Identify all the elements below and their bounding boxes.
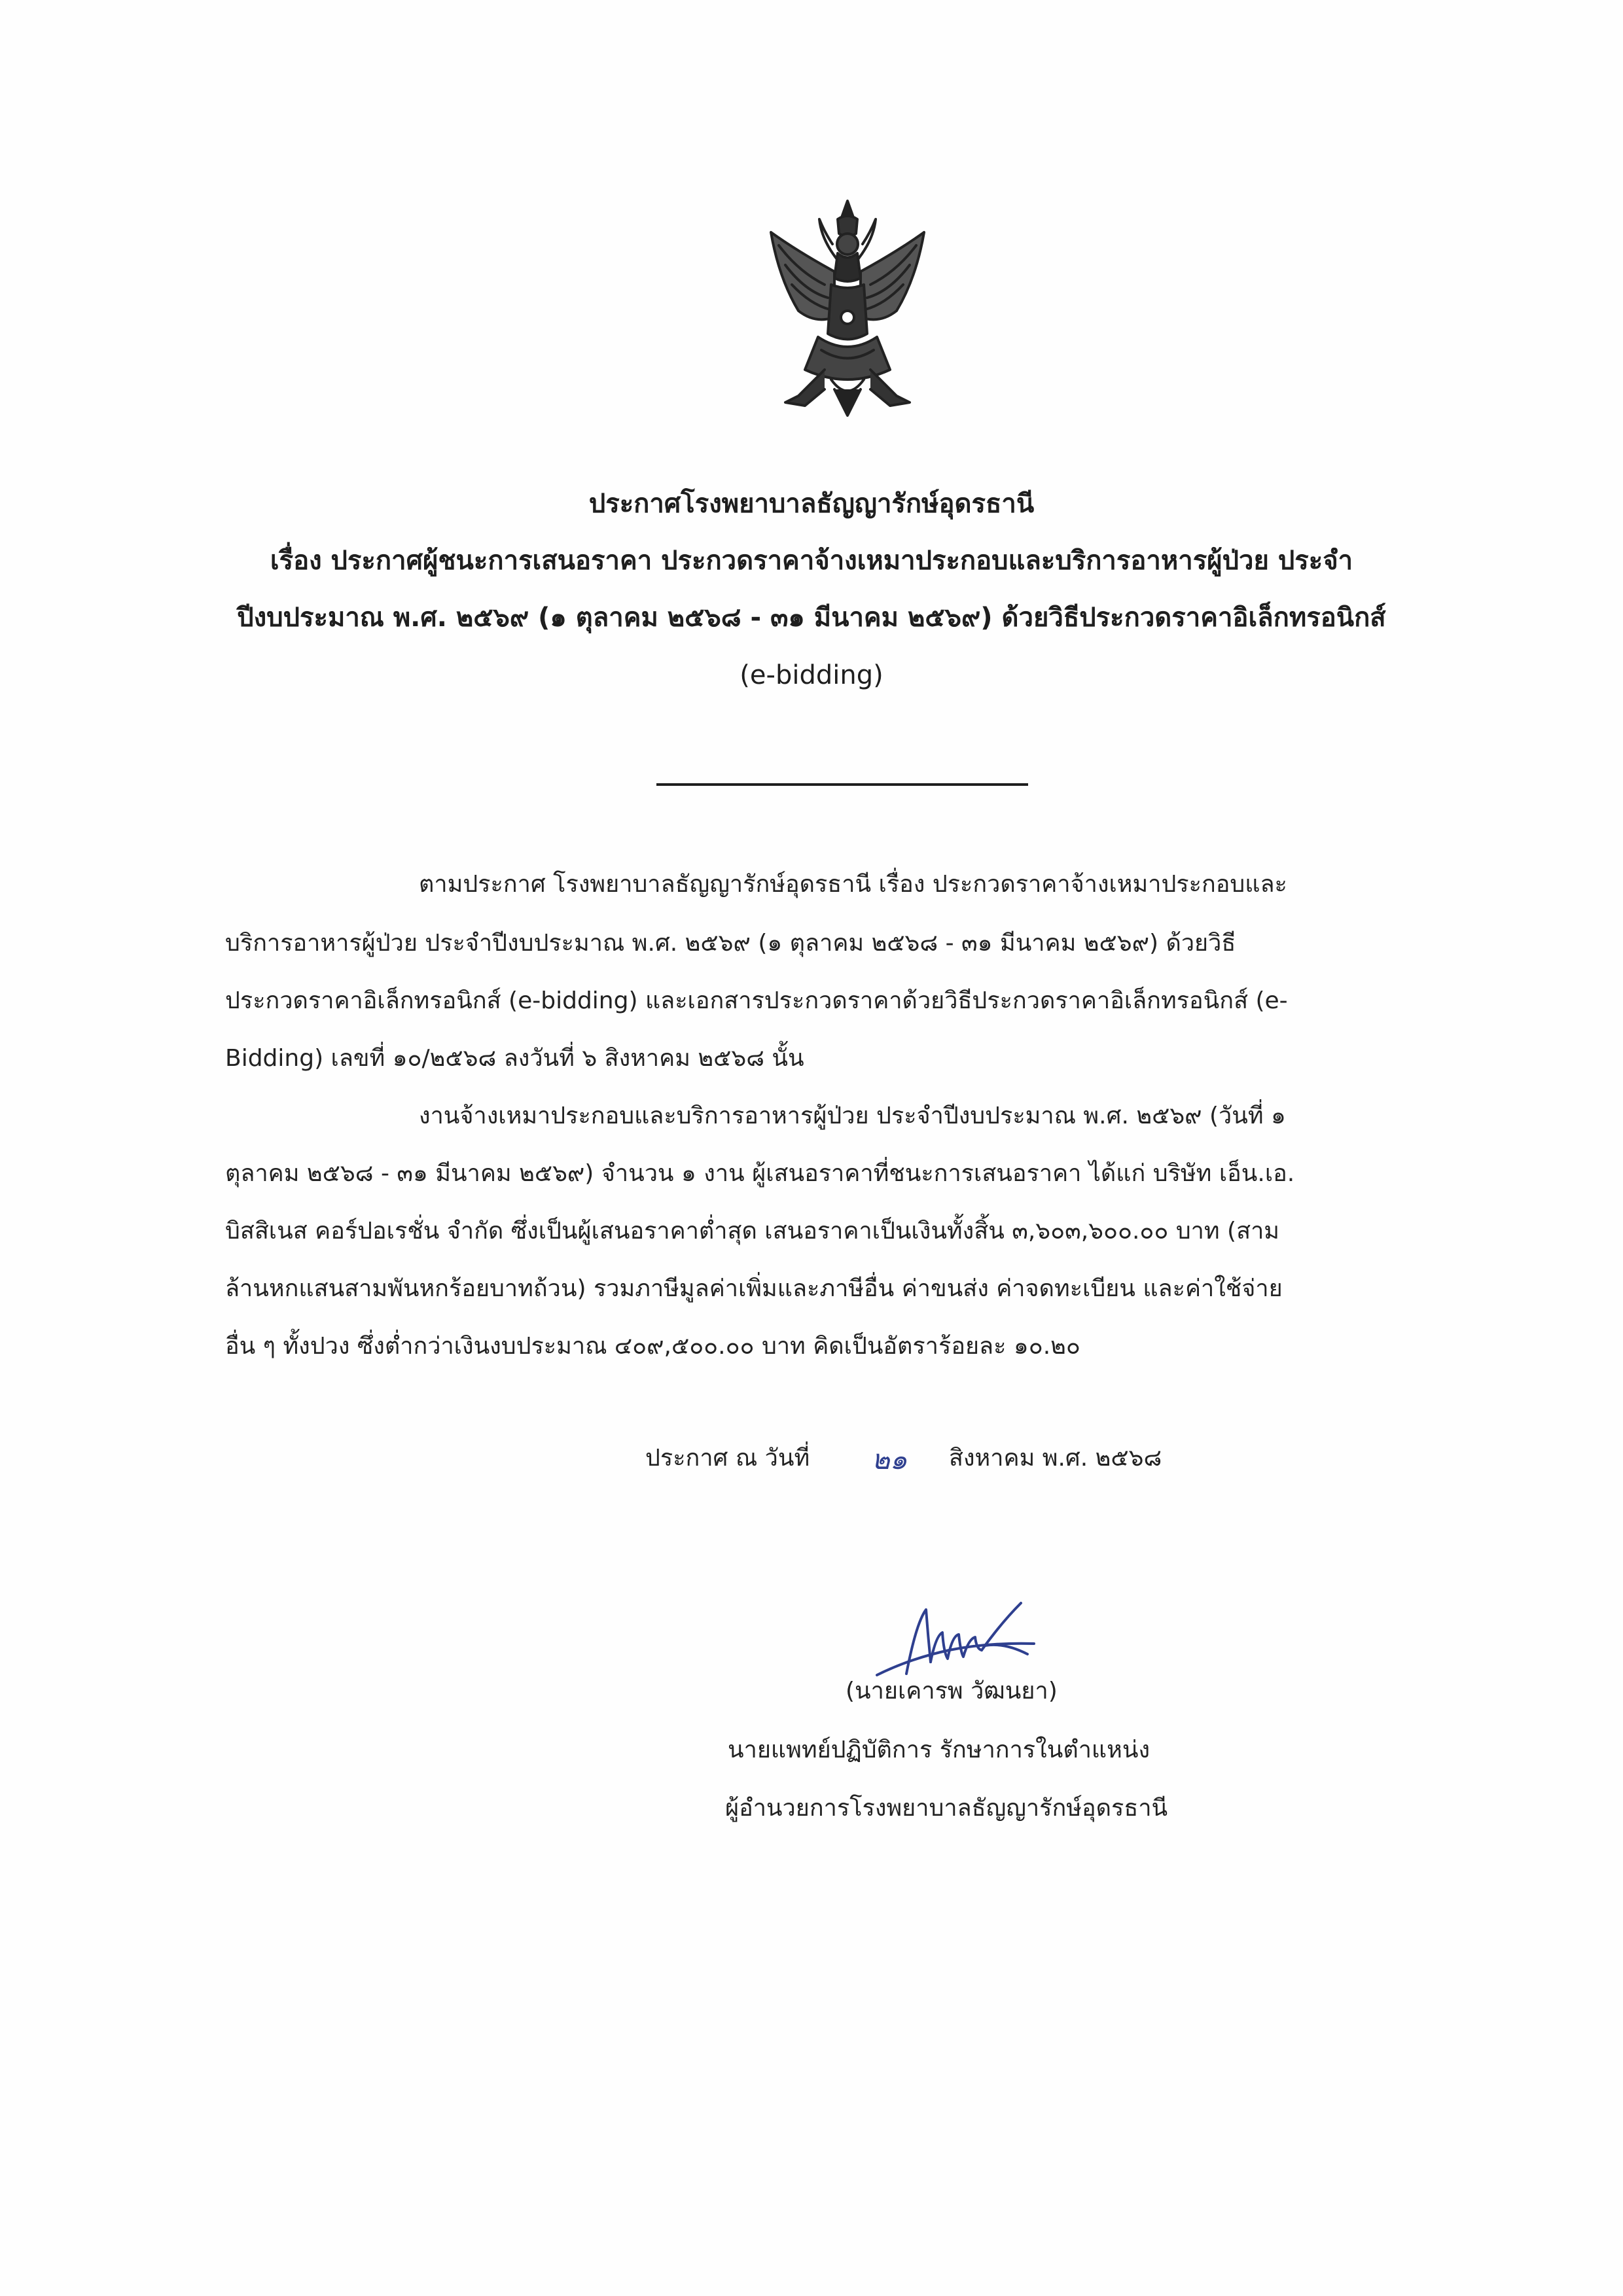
paragraph-1-line-1: ตามประกาศ โรงพยาบาลธัญญารักษ์อุดรธานี เรื่อง ประกวดราคาจ้างเหมาประกอบและ (419, 871, 1287, 898)
paragraph-2-line-1: งานจ้างเหมาประกอบและบริการอาหารผู้ป่วย ประจำปีงบประมาณ พ.ศ. ๒๕๖๙ (วันที่ ๑ (419, 1103, 1286, 1129)
announcement-subject-line-3: (e-bidding) (740, 660, 883, 690)
garuda-emblem-icon (759, 193, 936, 422)
paragraph-1-line-3: ประกวดราคาอิเล็กทรอนิกส์ (e-bidding) และเอกสารประกวดราคาด้วยวิธีประกวดราคาอิเล็กทรอนิกส์ (e- (225, 987, 1288, 1014)
announce-date-suffix: สิงหาคม พ.ศ. ๒๕๖๘ (949, 1445, 1162, 1472)
paragraph-2-line-5: อื่น ๆ ทั้งปวง ซึ่งต่ำกว่าเงินงบประมาณ ๔๐๙,๕๐๐.๐๐ บาท คิดเป็นอัตราร้อยละ ๑๐.๒๐ (225, 1333, 1080, 1360)
paragraph-2-line-3: บิสสิเนส คอร์ปอเรชั่น จำกัด ซึ่งเป็นผู้เสนอราคาต่ำสุด เสนอราคาเป็นเงินทั้งสิ้น ๓,๖๐๓,๖๐๐.๐๐ บาท (สาม (225, 1218, 1280, 1245)
signer-position-2: ผู้อำนวยการโรงพยาบาลธัญญารักษ์อุดรธานี (725, 1795, 1168, 1822)
signer-name: (นายเคารพ วัฒนยา) (846, 1678, 1058, 1704)
divider (656, 783, 1028, 786)
paragraph-1-line-4: Bidding) เลขที่ ๑๐/๒๕๖๘ ลงวันที่ ๖ สิงหาคม ๒๕๖๘ นั้น (225, 1045, 804, 1072)
paragraph-2-line-2: ตุลาคม ๒๕๖๘ - ๓๑ มีนาคม ๒๕๖๙) จำนวน ๑ งาน ผู้เสนอราคาที่ชนะการเสนอราคา ได้แก่ บริษัท เอ็น.เอ. (225, 1160, 1295, 1187)
announce-day-handwritten: ๒๑ (872, 1443, 908, 1475)
announce-date-prefix: ประกาศ ณ วันที่ (645, 1445, 810, 1472)
announcement-title: ประกาศโรงพยาบาลธัญญารักษ์อุดรธานี (588, 489, 1035, 519)
announcement-subject-line-2: ปีงบประมาณ พ.ศ. ๒๕๖๙ (๑ ตุลาคม ๒๕๖๘ - ๓๑ มีนาคม ๒๕๖๙) ด้วยวิธีประกวดราคาอิเล็กทรอนิกส์ (237, 603, 1386, 633)
announcement-subject-line-1: เรื่อง ประกาศผู้ชนะการเสนอราคา ประกวดราคาจ้างเหมาประกอบและบริการอาหารผู้ป่วย ประจำ (270, 546, 1353, 576)
paragraph-1-line-2: บริการอาหารผู้ป่วย ประจำปีงบประมาณ พ.ศ. ๒๕๖๙ (๑ ตุลาคม ๒๕๖๘ - ๓๑ มีนาคม ๒๕๖๙) ด้วยวิธี (225, 930, 1236, 957)
signer-position-1: นายแพทย์ปฏิบัติการ รักษาการในตำแหน่ง (728, 1737, 1150, 1763)
paragraph-2-line-4: ล้านหกแสนสามพันหกร้อยบาทถ้วน) รวมภาษีมูลค่าเพิ่มและภาษีอื่น ค่าขนส่ง ค่าจดทะเบียน และค่าใช้จ่าย (225, 1275, 1283, 1302)
